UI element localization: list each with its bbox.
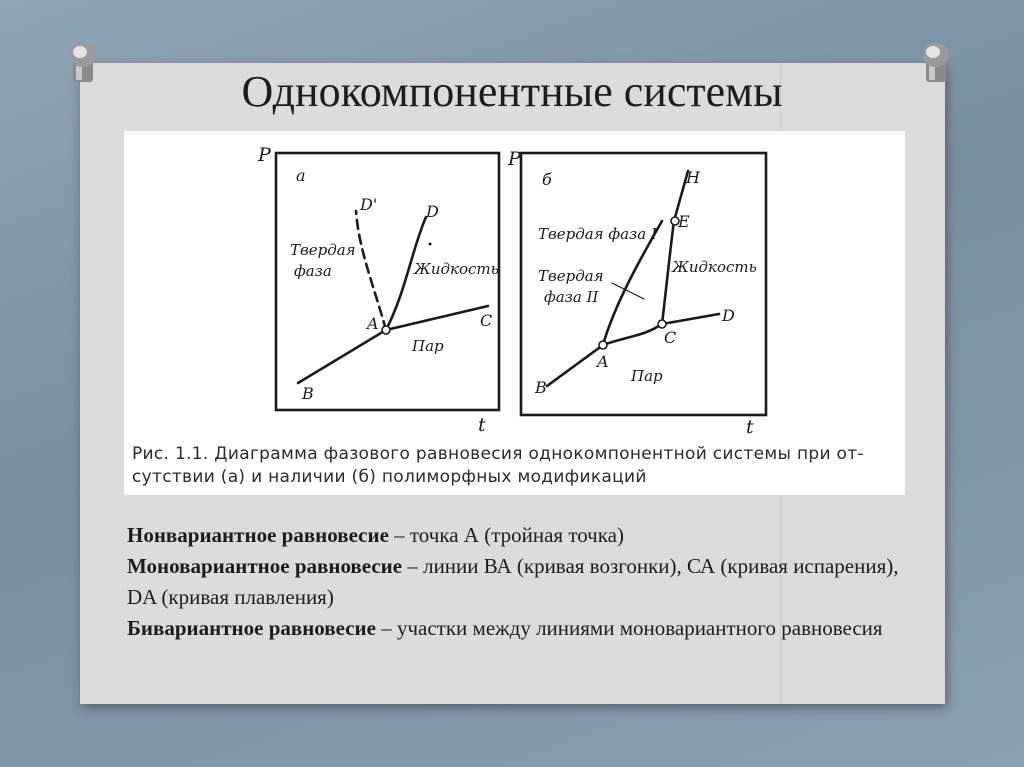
label-solid1-b: Твердая фаза I — [538, 225, 657, 243]
desc-nonvariant: – точка А (тройная точка) — [388, 523, 624, 547]
definitions-text — [127, 520, 909, 644]
label-a: A — [367, 314, 379, 333]
panel-a-x-axis: t — [478, 414, 486, 436]
figure-caption-line-1: Рис. 1.1. Диаграмма фазового равновесия однокомпонентной системы при от- — [132, 444, 864, 464]
label-d-b: D — [722, 306, 735, 325]
curve-ba — [298, 330, 386, 383]
label-liquid: Жидкость — [414, 260, 499, 278]
label-b: B — [302, 384, 314, 403]
panel-a-letter: а — [296, 166, 306, 185]
label-solid-2: фаза — [294, 262, 332, 280]
definition-nonvariant — [127, 520, 909, 551]
label-liquid-b: Жидкость — [672, 258, 757, 276]
panel-b-y-axis: P — [508, 148, 521, 170]
curve-ac-b — [603, 324, 662, 345]
figure-caption — [132, 443, 897, 489]
label-h-b: H — [686, 168, 700, 187]
label-solid2-b-2: фаза II — [544, 288, 599, 306]
label-vapor-b: Пар — [631, 367, 663, 385]
panel-b-x-axis: t — [746, 416, 754, 438]
point-c-b — [658, 320, 666, 328]
point-a — [382, 326, 390, 334]
curve-cd-b — [662, 314, 719, 324]
curve-ba-b — [547, 345, 603, 386]
label-c-b: C — [664, 328, 677, 347]
panel-b-letter: б — [542, 170, 552, 189]
desc-monovariant: – линии ВА (кривая возгонки), СА (кривая испарения), DA (кривая плавления) — [127, 554, 899, 609]
label-c: C — [480, 311, 493, 330]
term-bivariant: Бивариантное равновесие — [127, 616, 376, 640]
label-solid-1: Твердая — [290, 241, 356, 259]
label-d: D — [426, 202, 439, 221]
figure-caption-line-2: сутствии (а) и наличии (б) полиморфных модификаций — [132, 467, 647, 487]
definition-bivariant — [127, 613, 909, 644]
term-nonvariant: Нонвариантное равновесие — [127, 523, 389, 547]
phase-diagram-figure — [124, 131, 905, 495]
curve-ad-prime — [356, 211, 386, 330]
label-e-b: E — [678, 212, 690, 231]
label-solid2-b-1: Твердая — [538, 267, 604, 285]
dot-mark — [429, 243, 432, 246]
desc-bivariant: – участки между линиями моновариантного равновесия — [375, 616, 883, 640]
label-vapor: Пар — [412, 337, 444, 355]
label-d-prime: D' — [360, 195, 378, 214]
label-a-b: A — [597, 352, 609, 371]
label-b-b: B — [535, 378, 547, 397]
phase-diagrams-svg — [124, 131, 905, 495]
panel-a-y-axis: P — [258, 144, 271, 166]
curve-ac — [386, 306, 488, 330]
slide-title: Однокомпонентные системы — [241, 67, 783, 116]
term-monovariant: Моновариантное равновесие — [127, 554, 403, 578]
definition-monovariant — [127, 551, 909, 613]
point-a-b — [599, 341, 607, 349]
panel-a-frame — [276, 153, 499, 410]
